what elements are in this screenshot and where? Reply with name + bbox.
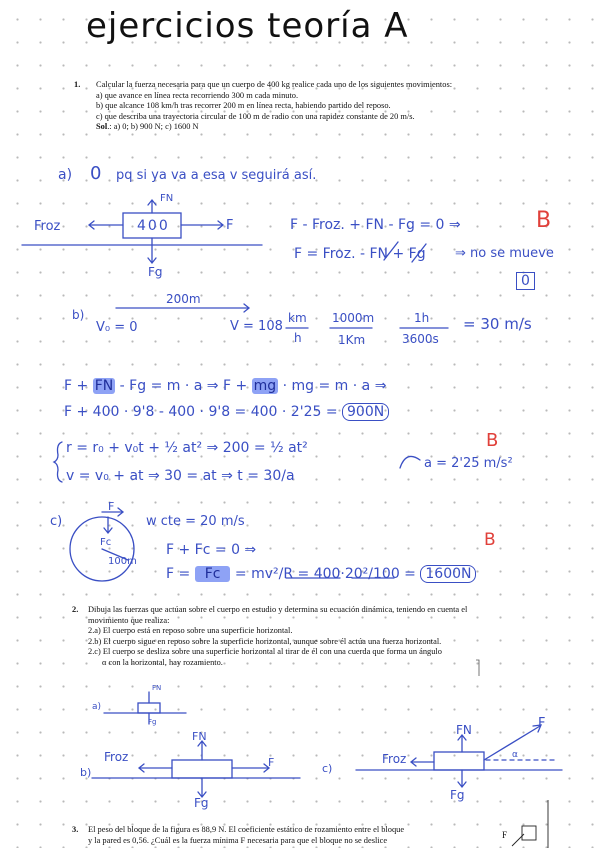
- page-title: ejercicios teoría A: [86, 6, 409, 46]
- note-1a-label: a): [58, 167, 73, 183]
- curved-arrow: [400, 456, 420, 468]
- eq-1b-pre: F +: [64, 378, 89, 394]
- eq-1b-position: r = r₀ + v₀t + ½ at² ⇒ 200 = ½ at²: [66, 440, 308, 456]
- conversion-2-top: 1h: [414, 311, 430, 325]
- fbd2c-block: [434, 752, 484, 770]
- problem-1-part-a: a) que avance en línea recta recorriendo 300 m cada minuto.: [96, 90, 299, 100]
- fbd2b-block: [172, 760, 232, 778]
- w-cte-note: w cte = 20 m/s: [146, 514, 245, 529]
- radius-line: [102, 549, 128, 560]
- problem-3-line-1: El peso del bloque de la figura es 88,9 N. El coeficiente estático de rozamiento entre el bloque: [88, 825, 405, 834]
- solution-label: Sol: [96, 122, 108, 132]
- distance-label: 200m: [166, 292, 201, 306]
- eq-1b-velocity: v = v₀ + at ⇒ 30 = at ⇒ t = 30/a: [66, 468, 295, 484]
- problem-2-statement: Dibuja las fuerzas que actúan sobre el cuerpo en estudio y determina su ecuación dinámica, teniendo en cuenta el movimiento que realiza:: [88, 605, 468, 625]
- eq-1b-mg-highlight: mg: [253, 378, 277, 394]
- mark-b-2: B: [486, 430, 499, 451]
- fbd2c-f-arrow: [484, 726, 540, 760]
- velocity-result: = 30 m/s: [463, 315, 532, 333]
- problem-2-part-c2: α con la horizontal, hay rozamiento.: [102, 657, 223, 667]
- fbd1-froz-label: Froz: [34, 219, 61, 234]
- problem-2-part-a: 2.a) El cuerpo está en reposo sobre una superficie horizontal.: [88, 626, 293, 636]
- eq-1c-formula: = mv²/R: [234, 566, 294, 582]
- problem-3-line-2: y la pared es 0,56. ¿Cuál es la fuerza mínima F necesaria para que el bloque no se deslice: [88, 835, 388, 845]
- conversion-1-top: 1000m: [332, 311, 375, 325]
- eq-1c-pre: F =: [166, 566, 191, 582]
- fbd2b-froz-label: Froz: [104, 750, 129, 764]
- fbd1-fn-label: FN: [160, 193, 174, 204]
- fbd2c-fn-label: FN: [456, 723, 472, 737]
- note-1a-reason: pq si ya va a esa v seguirá así.: [116, 168, 317, 183]
- circle-fc-label: Fc: [100, 537, 112, 548]
- strike-fg: [412, 244, 426, 262]
- problem-1-statement: Calcular la fuerza necesaria para que un cuerpo de 400 kg realice cada uno de los siguientes movimientos:: [96, 80, 453, 89]
- fbd2c-fg-label: Fg: [450, 788, 465, 802]
- eq-1b-numeric-text: F + 400 · 9'8 - 400 · 9'8 = 400 · 2'25 =: [64, 404, 338, 420]
- eq-1b-mid: - Fg = m · a ⇒ F +: [119, 378, 248, 394]
- v0-label: V₀ = 0: [96, 320, 138, 335]
- problem-1-part-b: b) que alcance 108 km/h tras recorrer 200 m en línea recta, habiendo partido del reposo.: [96, 101, 391, 111]
- note-2a-label: a): [92, 702, 102, 712]
- fbd1-mass: 400: [137, 218, 170, 234]
- note-1a-zero: 0: [90, 163, 102, 184]
- note-2c-label: c): [322, 762, 333, 775]
- problem-1-number: 1.: [74, 80, 81, 89]
- fbd1-fg-label: Fg: [148, 265, 163, 279]
- problem-2-number: 2.: [72, 605, 79, 614]
- v-label: V = 108: [230, 319, 283, 334]
- unit-h: h: [294, 331, 302, 345]
- eq-1c-result-box: 1600N: [420, 565, 476, 583]
- eq-1a-conclusion: ⇒ no se mueve: [455, 246, 554, 261]
- eq-1b-result-box: 900N: [342, 403, 389, 421]
- circle-f-label: F: [108, 500, 115, 513]
- eq-1b-end: · mg = m · a ⇒: [282, 378, 387, 394]
- problem-2-part-c1: 2.c) El cuerpo se desliza sobre una superficie horizontal al tirar de él con una cuerda que forma un ángulo: [88, 647, 442, 657]
- eq-1a-result-box: 0: [516, 272, 535, 290]
- circle-radius: 100m: [108, 556, 137, 567]
- problem-3-figure-f-label: F: [502, 830, 508, 840]
- fbd2a-fn-label: FN: [152, 684, 162, 692]
- problem-1-part-c: c) que describa una trayectoria circular de 100 m de radio con una rapidez constante de 20 m/s.: [96, 111, 415, 121]
- conversion-1-bottom: 1Km: [338, 333, 366, 347]
- acceleration-result: a = 2'25 m/s²: [424, 456, 513, 471]
- system-brace: [54, 442, 62, 482]
- eq-1a-sum: F - Froz. + FN - Fg = 0 ⇒: [290, 217, 461, 233]
- unit-km: km: [288, 311, 307, 325]
- fbd2b-fg-label: Fg: [194, 796, 209, 810]
- note-1c-label: c): [50, 514, 63, 529]
- problem-2-part-b: 2.b) El cuerpo sigue en reposo sobre la superficie horizontal, aunque sobre él actúa una fuerza horizontal.: [88, 636, 442, 646]
- mark-b-3: B: [484, 530, 496, 550]
- solution-text: .: a) 0; b) 900 N; c) 1600 N: [107, 122, 199, 132]
- eq-1c-calc: = 400·20²/100 =: [297, 566, 416, 582]
- fbd2c-alpha-label: α: [512, 750, 518, 760]
- fbd1-f-label: F: [226, 218, 234, 233]
- note-2b-label: b): [80, 766, 92, 779]
- problem-3-number: 3.: [72, 825, 79, 834]
- fbd2a-block: [138, 703, 160, 713]
- eq-1c-sum: F + Fc = 0 ⇒: [166, 542, 257, 558]
- conversion-2-bottom: 3600s: [402, 332, 439, 346]
- fbd2b-f-label: F: [268, 756, 275, 769]
- eq-1a-solved: F = Froz. - FN + Fg: [294, 246, 426, 262]
- fbd2b-fn-label: FN: [192, 730, 207, 743]
- note-1b-label: b): [72, 308, 85, 322]
- eq-1b-fn-highlight: FN: [94, 378, 114, 394]
- fbd1-block: [123, 213, 181, 238]
- fbd2c-f-label: F: [538, 716, 546, 731]
- mark-b-1: B: [536, 208, 552, 233]
- fbd2a-fg-label: Fg: [148, 718, 157, 726]
- problem-3-block: [522, 826, 536, 840]
- fbd2c-froz-label: Froz: [382, 752, 407, 766]
- strike-fn: [384, 242, 398, 260]
- eq-1c-fc-highlight: Fc: [195, 566, 231, 582]
